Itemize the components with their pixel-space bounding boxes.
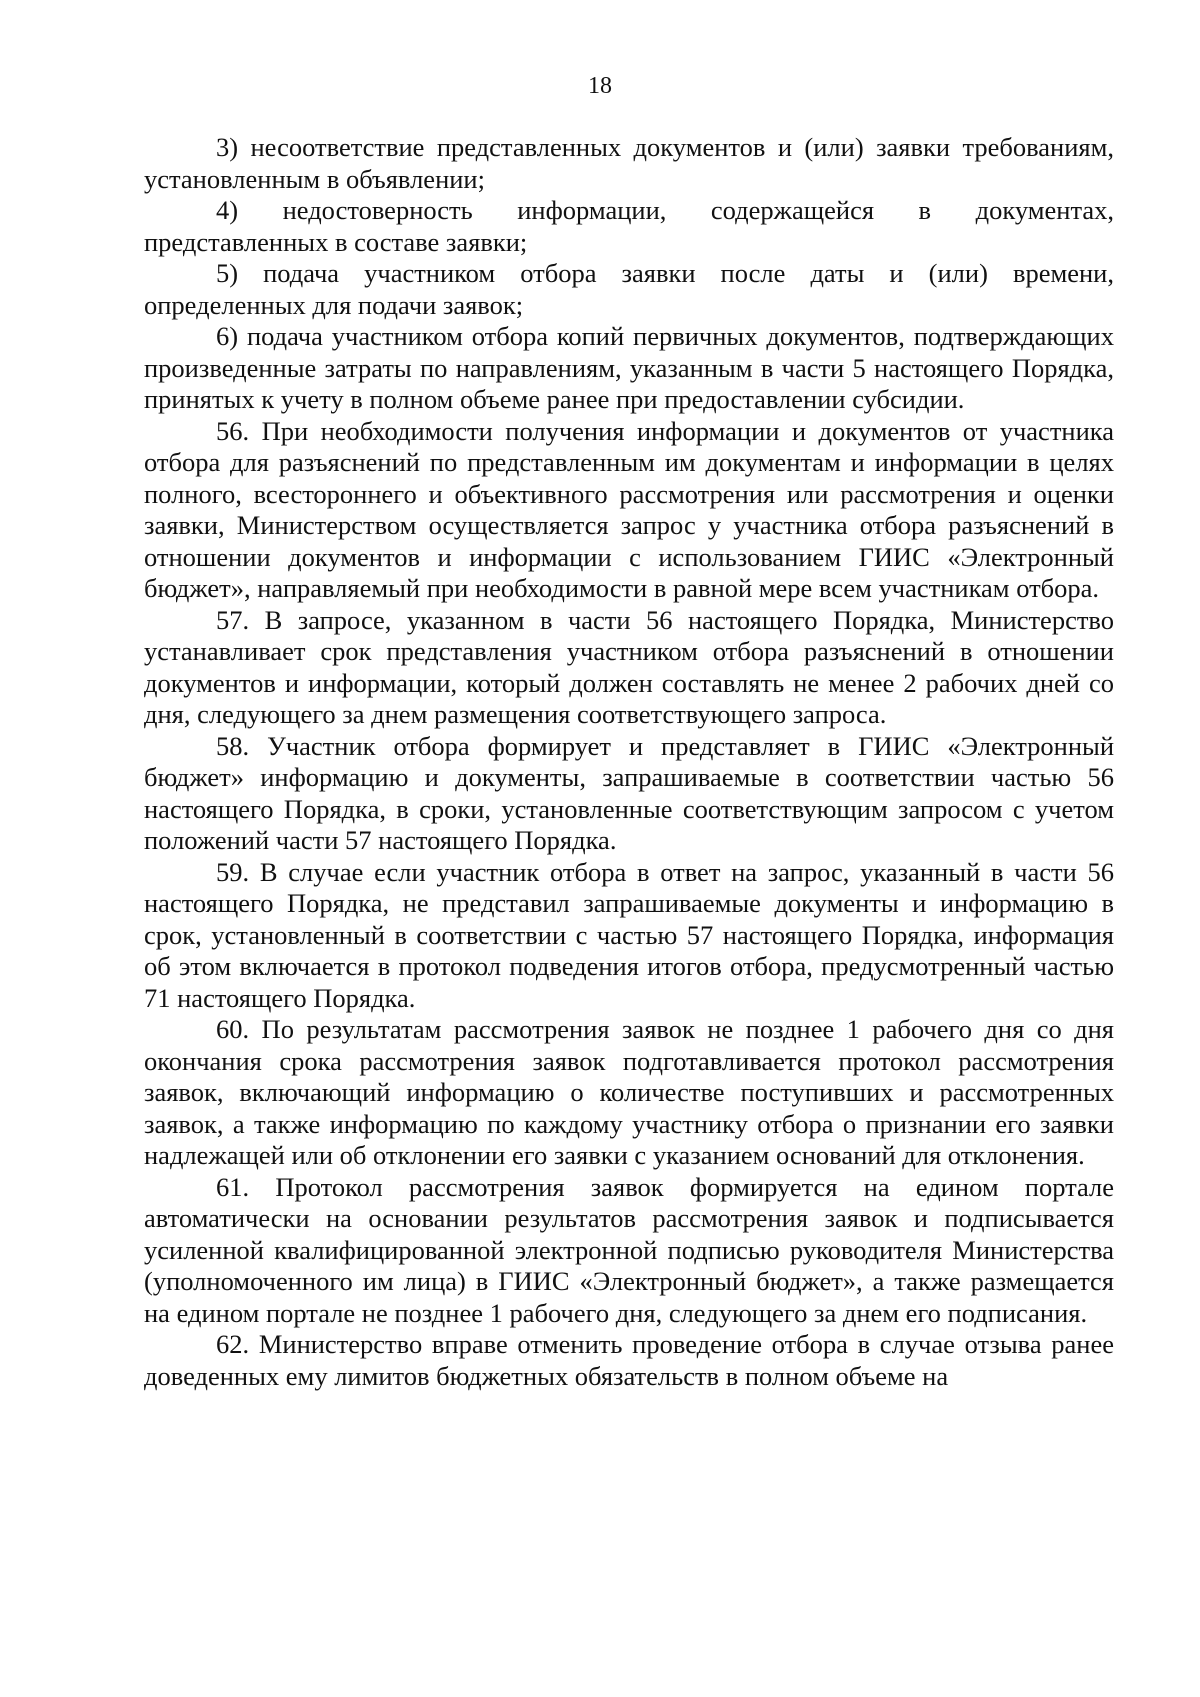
- paragraph-59: 59. В случае если участник отбора в ответ на запрос, указанный в части 56 настоящего Порядка, не представил запрашиваемые документы и информацию в срок, установленный в соответствии с частью 57 настоящего Порядка, информация об этом включается в протокол подведения итогов отбора, предусмотренный частью 71 настоящего Порядка.: [144, 856, 1114, 1013]
- paragraph-60: 60. По результатам рассмотрения заявок не позднее 1 рабочего дня со дня окончания срока рассмотрения заявок подготавливается протокол рассмотрения заявок, включающий информацию о количестве поступивших и рассмотренных заявок, а также информацию по каждому участнику отбора о признании его заявки надлежащей или об отклонении его заявки с указанием оснований для отклонения.: [144, 1014, 1114, 1170]
- paragraph-item-5: 5) подача участником отбора заявки после даты и (или) времени, определенных для подачи заявок;: [144, 258, 1114, 320]
- paragraph-56: 56. При необходимости получения информации и документов от участника отбора для разъяснений по представленным им документам и информации в целях полного, всестороннего и объективного рассмотрения или рассмотрения и оценки заявки, Министерством осуществляется запрос у участника отбора разъяснений в отношении документов и информации с использованием ГИИС «Электронный бюджет», направляемый при необходимости в равной мере всем участникам отбора.: [144, 415, 1114, 603]
- paragraph-item-3: 3) несоответствие представленных документов и (или) заявки требованиям, установленным в объявлении;: [144, 132, 1114, 194]
- paragraph-item-6: 6) подача участником отбора копий первичных документов, подтверждающих произведенные затраты по направлениям, указанным в части 5 настоящего Порядка, принятых к учету в полном объеме ранее при предоставлении субсидии.: [144, 321, 1114, 414]
- paragraph-item-4: 4) недостоверность информации, содержащейся в документах, представленных в составе заявки;: [144, 195, 1114, 257]
- paragraph-61: 61. Протокол рассмотрения заявок формируется на едином портале автоматически на основании результатов рассмотрения заявок и подписывается усиленной квалифицированной электронной подписью руководителя Министерства (уполномоченного им лица) в ГИИС «Электронный бюджет», а также размещается на едином портале не позднее 1 рабочего дня, следующего за днем его подписания.: [144, 1171, 1114, 1328]
- page-number: 18: [588, 73, 612, 99]
- document-body: [144, 132, 1114, 1392]
- paragraph-58: 58. Участник отбора формирует и представляет в ГИИС «Электронный бюджет» информацию и документы, запрашиваемые в соответствии частью 56 настоящего Порядка, в сроки, установленные соответствующим запросом с учетом положений части 57 настоящего Порядка.: [144, 730, 1114, 855]
- paragraph-57: 57. В запросе, указанном в части 56 настоящего Порядка, Министерство устанавливает срок представления участником отбора разъяснений в отношении документов и информации, который должен составлять не менее 2 рабочих дней со дня, следующего за днем размещения соответствующего запроса.: [144, 604, 1114, 729]
- paragraph-62: 62. Министерство вправе отменить проведение отбора в случае отзыва ранее доведенных ему лимитов бюджетных обязательств в полном объеме на: [144, 1329, 1114, 1391]
